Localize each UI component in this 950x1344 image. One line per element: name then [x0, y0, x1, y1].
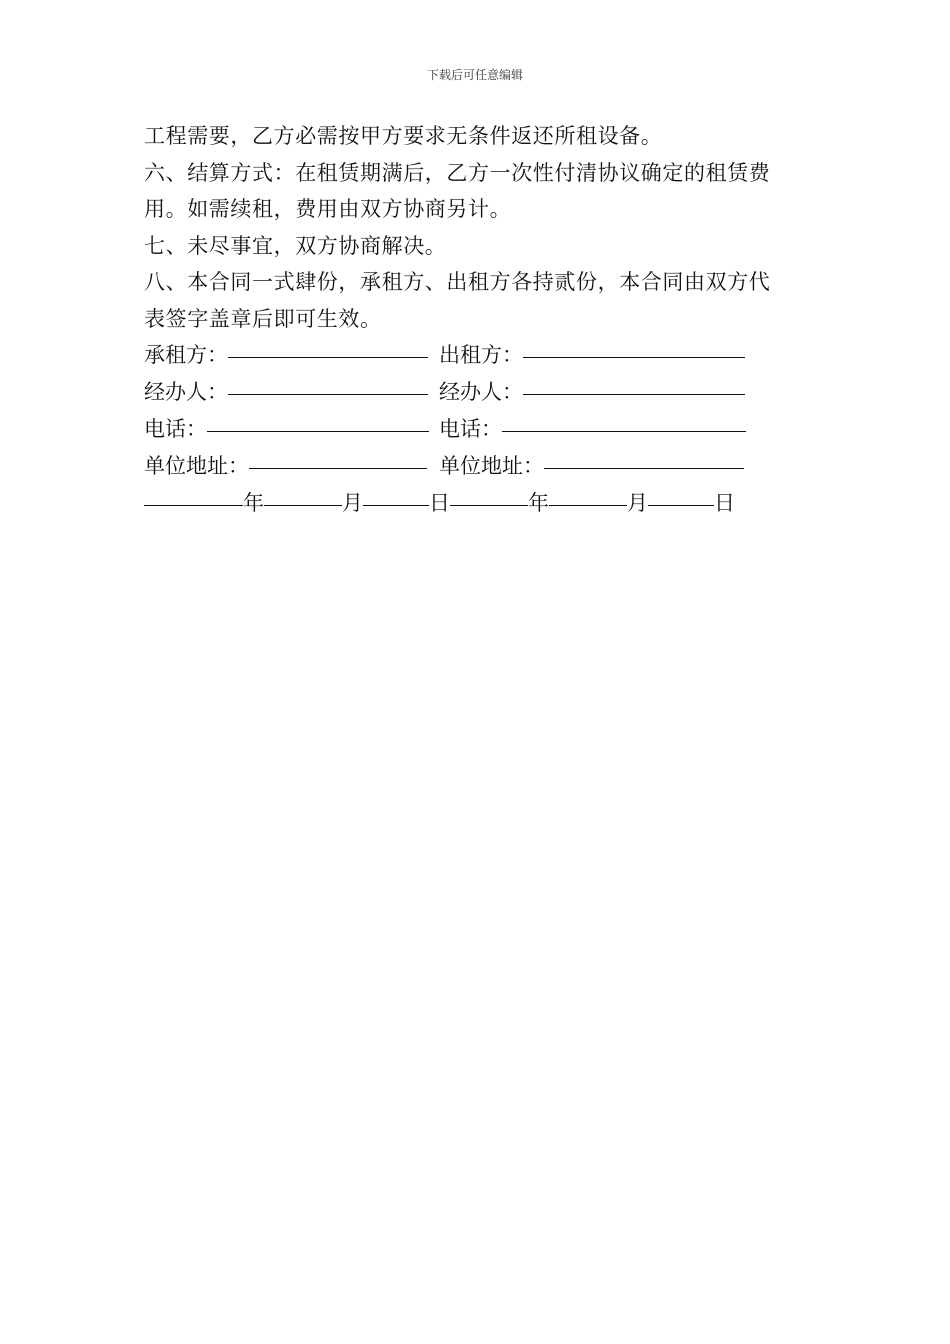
year-left-label: 年	[243, 491, 264, 515]
paragraph-equipment-return: 工程需要，乙方必需按甲方要求无条件返还所租设备。	[144, 124, 663, 148]
address-left-field	[144, 448, 439, 485]
day-right-label: 日	[714, 491, 735, 515]
lessee-label: 承租方：	[144, 343, 228, 367]
agent-right-label: 经办人：	[439, 380, 523, 404]
paragraph-copies-line-2: 表签字盖章后即可生效。	[144, 306, 382, 331]
phone-left-field	[144, 411, 439, 448]
year-right-label: 年	[528, 491, 549, 515]
lessee-blank[interactable]	[228, 356, 428, 358]
signature-row-phones	[144, 411, 808, 448]
agent-right-field	[439, 374, 755, 411]
month-left-label: 月	[342, 491, 363, 515]
page-header-note: 下载后可任意编辑	[426, 68, 523, 82]
day-left-label: 日	[429, 491, 450, 515]
paragraph-outstanding-matters: 七、未尽事宜，双方协商解决。	[144, 233, 447, 258]
paragraph-settlement-line-2: 用。如需续租，费用由双方协商另计。	[144, 197, 512, 221]
address-left-label: 单位地址：	[144, 454, 249, 478]
phone-left-blank[interactable]	[207, 430, 429, 432]
phone-right-label: 电话：	[439, 417, 502, 441]
day-right-blank[interactable]	[648, 504, 714, 506]
address-right-label: 单位地址：	[439, 454, 544, 478]
agent-left-blank[interactable]	[228, 393, 428, 395]
agent-left-label: 经办人：	[144, 380, 228, 404]
month-left-blank[interactable]	[264, 504, 342, 506]
day-left-blank[interactable]	[363, 504, 429, 506]
phone-left-label: 电话：	[144, 417, 207, 441]
phone-right-blank[interactable]	[502, 430, 746, 432]
signature-row-agents	[144, 374, 808, 411]
contract-body	[144, 118, 808, 522]
lessee-field	[144, 337, 439, 374]
signature-row-parties	[144, 337, 808, 374]
date-row	[144, 485, 808, 522]
phone-right-field	[439, 411, 755, 448]
address-right-field	[439, 448, 755, 485]
lessor-field	[439, 337, 755, 374]
address-right-blank[interactable]	[544, 467, 744, 469]
paragraph-copies-line-1: 八、本合同一式肆份，承租方、出租方各持贰份，本合同由双方代	[144, 270, 771, 294]
address-left-blank[interactable]	[249, 467, 427, 469]
month-right-blank[interactable]	[549, 504, 627, 506]
month-right-label: 月	[627, 491, 648, 515]
paragraph-settlement-line-1: 六、结算方式：在租赁期满后，乙方一次性付清协议确定的租赁费	[144, 160, 771, 185]
lessor-label: 出租方：	[439, 343, 523, 367]
agent-left-field	[144, 374, 439, 411]
lessor-blank[interactable]	[523, 356, 745, 358]
year-left-blank[interactable]	[144, 504, 243, 506]
signature-row-addresses	[144, 448, 808, 485]
agent-right-blank[interactable]	[523, 393, 745, 395]
year-right-blank[interactable]	[450, 504, 528, 506]
